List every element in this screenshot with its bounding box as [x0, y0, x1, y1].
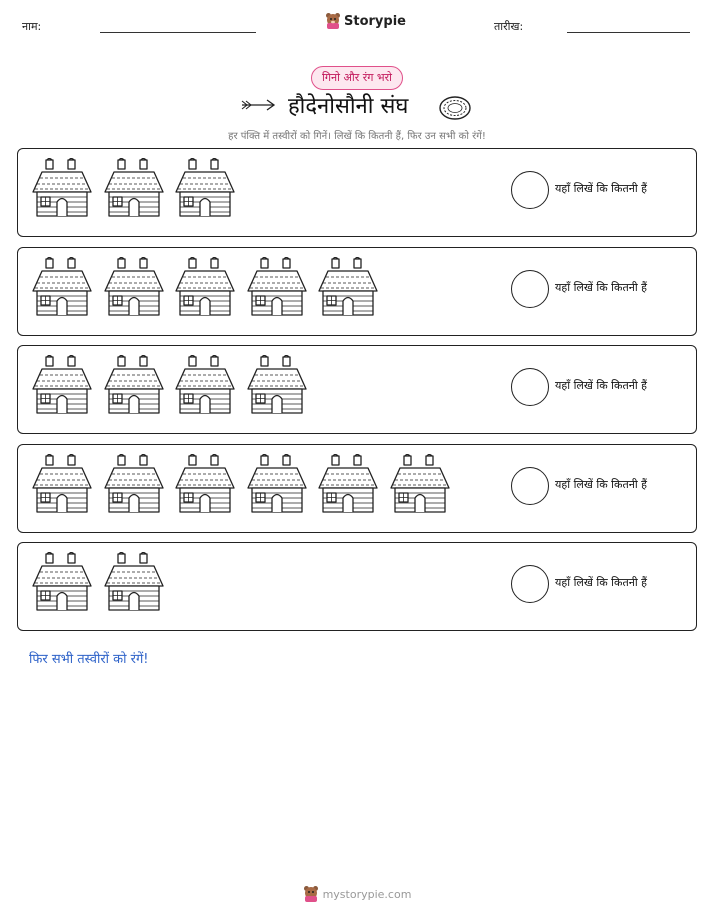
answer-circle[interactable] [511, 565, 549, 603]
longhouse-icon[interactable] [102, 158, 166, 218]
arrow-icon [240, 98, 276, 112]
answer-circle[interactable] [511, 171, 549, 209]
answer-label: यहाँ लिखें कि कितनी हैं [555, 477, 648, 491]
answer-circle[interactable] [511, 270, 549, 308]
longhouse-icon[interactable] [388, 454, 452, 514]
longhouse-icon[interactable] [30, 158, 94, 218]
answer-circle[interactable] [511, 467, 549, 505]
footer [0, 885, 714, 903]
answer-label: यहाँ लिखें कि कितनी हैं [555, 379, 648, 392]
longhouse-icon[interactable] [173, 158, 237, 218]
wampum-coin-icon [438, 94, 472, 122]
answer-label: यहाँ लिखें कि कितनी हैं [555, 280, 648, 294]
longhouse-icon[interactable] [245, 454, 309, 514]
counting-row [17, 444, 697, 533]
longhouse-icon[interactable] [102, 355, 166, 415]
counting-row [17, 148, 697, 237]
counting-row [17, 542, 697, 631]
instructions: हर पंक्ति में तस्वीरों को गिनें। लिखें कि कितनी हैं, फिर उन सभी को रंगें! [228, 131, 486, 142]
title-row [0, 90, 714, 124]
counting-row [17, 247, 697, 336]
counting-row [17, 345, 697, 434]
longhouse-icon[interactable] [316, 454, 380, 514]
name-field[interactable] [100, 32, 256, 33]
bear-logo-icon [325, 12, 341, 30]
answer-label: यहाँ लिखें कि कितनी हैं [555, 576, 648, 589]
brand-name: Storypie [344, 13, 406, 29]
answer-label: यहाँ लिखें कि कितनी हैं [555, 182, 648, 195]
footer-note: फिर सभी तस्वीरों को रंगें! [29, 652, 149, 667]
date-field[interactable] [567, 32, 690, 33]
longhouse-icon[interactable] [245, 257, 309, 317]
name-label: नाम: [22, 20, 42, 33]
longhouse-icon[interactable] [30, 454, 94, 514]
longhouse-icon[interactable] [102, 454, 166, 514]
longhouse-icon[interactable] [30, 355, 94, 415]
longhouse-icon[interactable] [102, 552, 166, 612]
longhouse-icon[interactable] [30, 552, 94, 612]
longhouse-icon[interactable] [173, 355, 237, 415]
longhouse-icon[interactable] [30, 257, 94, 317]
activity-badge: गिनो और रंग भरो [311, 66, 403, 90]
bear-logo-icon [303, 885, 319, 903]
longhouse-icon[interactable] [173, 257, 237, 317]
date-label: तारीख: [494, 20, 524, 33]
longhouse-icon[interactable] [102, 257, 166, 317]
longhouse-icon[interactable] [316, 257, 380, 317]
answer-circle[interactable] [511, 368, 549, 406]
footer-site: mystorypie.com [322, 887, 412, 901]
page-title: हौदेनोसौनी संघ [288, 94, 409, 119]
brand-logo [325, 12, 406, 30]
longhouse-icon[interactable] [173, 454, 237, 514]
longhouse-icon[interactable] [245, 355, 309, 415]
